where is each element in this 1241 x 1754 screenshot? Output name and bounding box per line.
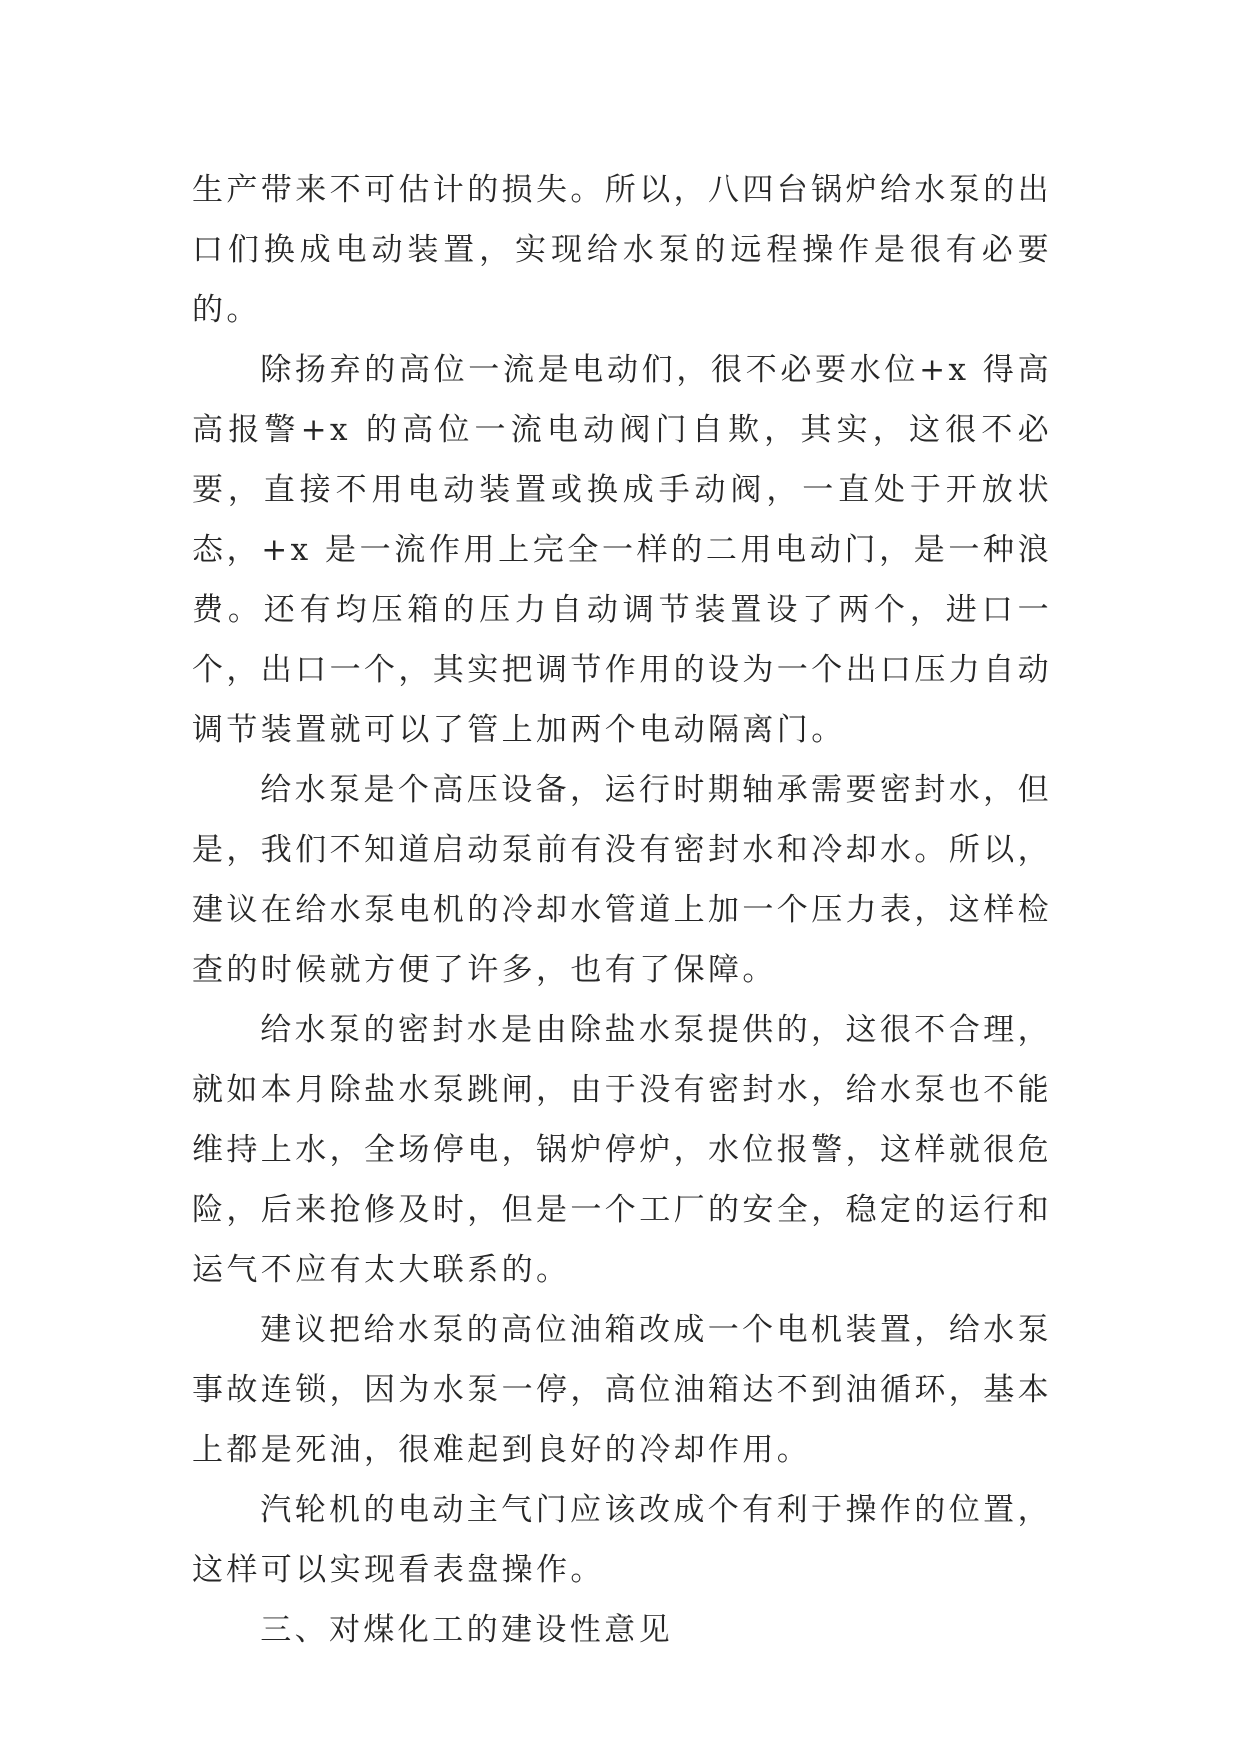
section-heading: 三、对煤化工的建设性意见 [260, 1612, 673, 1648]
paragraph: 给水泵的密封水是由除盐水泵提供的，这很不合理，就如本月除盐水泵跳闸，由于没有密封水，给水泵也不能维持上水，全场停电，锅炉停炉，水位报警，这样就很危险，后来抢修及时，但是一个工厂的安全，稳定的运行和运气不应有太大联系的。 [192, 1012, 1052, 1288]
document-body [192, 160, 1052, 1660]
paragraph-continuation: 生产带来不可估计的损失。所以，八四台锅炉给水泵的出口们换成电动装置，实现给水泵的远程操作是很有必要的。 [192, 172, 1052, 328]
paragraph: 建议把给水泵的高位油箱改成一个电机装置，给水泵事故连锁，因为水泵一停，高位油箱达不到油循环，基本上都是死油，很难起到良好的冷却作用。 [192, 1312, 1052, 1468]
paragraph: 除扬弃的高位一流是电动们，很不必要水位+x 得高高报警+x 的高位一流电动阀门自欺，其实，这很不必要，直接不用电动装置或换成手动阀，一直处于开放状态，+x 是一流作用上完全一样的二用电动门，是一种浪费。还有均压箱的压力自动调节装置设了两个，进口一个，出口一个，其实把调节作用的设为一个出口压力自动调节装置就可以了管上加两个电动隔离门。 [192, 352, 1052, 748]
paragraph: 给水泵是个高压设备，运行时期轴承需要密封水，但是，我们不知道启动泵前有没有密封水和冷却水。所以，建议在给水泵电机的冷却水管道上加一个压力表，这样检查的时候就方便了许多，也有了保障。 [192, 772, 1052, 988]
paragraph: 汽轮机的电动主气门应该改成个有利于操作的位置，这样可以实现看表盘操作。 [192, 1492, 1052, 1588]
